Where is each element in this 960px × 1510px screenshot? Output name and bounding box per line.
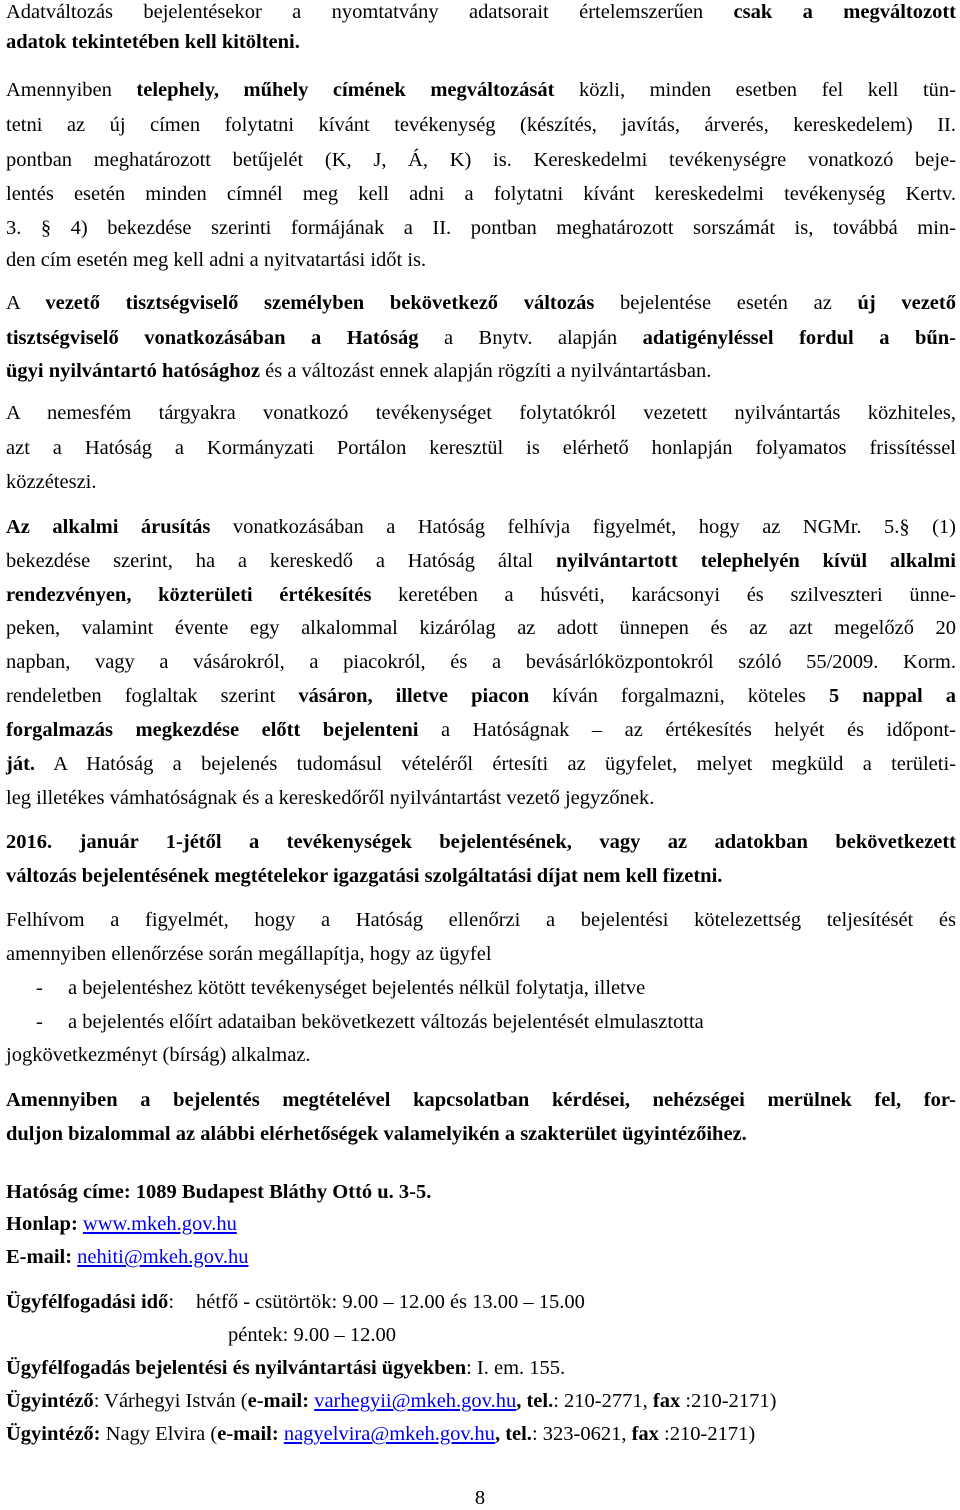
emphasis-run: duljon bizalommal az alábbi elérhetőségek valamelyikén a szakterület ügyintézőihez.	[6, 1123, 747, 1145]
text-run: peken, valamint évente egy alkalommal kizárólag az adott ünnepen és az azt megelőző 20	[6, 617, 956, 639]
case-officer-tel-label: , tel.	[494, 1423, 532, 1445]
emphasis-run: új vezető	[857, 292, 956, 314]
text-line	[6, 752, 956, 776]
text-run: vonatkozásában a Hatóság felhívja figyelmét, hogy az NGMr. 5.	[210, 516, 900, 538]
text-line	[6, 1088, 956, 1112]
text-run: A nemesfém tárgyakra vonatkozó tevékenységet folytatókról vezetett nyilvántartás közhiteles,	[6, 402, 956, 424]
list-marker: -	[36, 1011, 43, 1033]
website-line	[6, 1212, 956, 1236]
text-line	[6, 549, 956, 573]
case-officer-tel: : 323-0621,	[531, 1423, 632, 1445]
text-line	[6, 30, 956, 54]
emphasis-run: Amennyiben a bejelentés megtételével kapcsolatban kérdései, nehézségei merülnek fel, for-	[6, 1089, 956, 1111]
text-run: Kereskedelmi tevékenységre vonatkozó beje-	[511, 149, 956, 171]
text-line	[6, 786, 956, 810]
text-run: amennyiben ellenőrzése során megállapítja, hogy az ügyfel	[6, 943, 492, 965]
text-line	[6, 0, 956, 24]
text-line	[6, 248, 956, 272]
office-hours-label: Ügyfélfogadási idő	[6, 1291, 169, 1313]
case-officer-email-link[interactable]: varhegyii@mkeh.gov.hu	[314, 1390, 517, 1412]
case-officer-name: : Várhegyi István (	[93, 1390, 248, 1412]
case-officer-email-label: e-mail:	[217, 1423, 284, 1445]
text-run: napban, vagy a vásárokról, a piacokról, és a bevásárlóközpontokról szóló 55/2009. Korm.	[6, 651, 956, 673]
text-run: rendeletben foglaltak szerint	[6, 685, 299, 707]
text-run: Amennyiben	[6, 79, 137, 101]
text-line	[6, 684, 956, 708]
emphasis-run: csak a megváltozott	[733, 1, 956, 23]
registry-hours-line	[6, 1356, 956, 1380]
list-marker: -	[36, 977, 43, 999]
text-run: § (1)	[899, 516, 957, 538]
text-line	[6, 942, 956, 966]
text-run: jogkövetkezményt (bírság) alkalmaz.	[6, 1044, 311, 1066]
text-run: 3.	[6, 217, 41, 239]
list-item-text: a bejelentéshez kötött tevékenységet bejelentés nélkül folytatja, illetve	[68, 977, 646, 999]
text-line	[6, 359, 956, 383]
case-officer-name: Nagy Elvira (	[100, 1423, 218, 1445]
case-officer-tel: : 210-2771,	[553, 1390, 653, 1412]
address-text: Hatóság címe: 1089 Budapest Bláthy Ottó u. 3-5.	[6, 1181, 432, 1203]
emphasis-run: ját.	[6, 753, 36, 775]
case-officer-label: Ügyintéző	[6, 1390, 94, 1412]
text-line	[6, 470, 956, 494]
text-line	[6, 864, 956, 888]
case-officer-email-label: e-mail:	[247, 1390, 315, 1412]
text-line	[6, 583, 956, 607]
registry-room: : I. em. 155.	[466, 1357, 566, 1379]
text-run: a Bnytv. alapján	[418, 327, 643, 349]
text-line	[6, 1122, 956, 1146]
emphasis-run: adatok tekintetében kell kitölteni.	[6, 31, 300, 53]
text-line	[6, 401, 956, 425]
text-run: § 4) bekezdése szerinti formájának a II.	[40, 217, 452, 239]
text-line	[6, 182, 956, 206]
text-run: keretében a húsvéti, karácsonyi és szilveszteri ünne-	[371, 584, 956, 606]
list-item-text: a bejelentés előírt adataiban bekövetkezett változás bejelentését elmulasztotta	[68, 1011, 704, 1033]
emphasis-run: változás bejelentésének megtételekor igazgatási szolgáltatási díjat nem kell fizetni.	[6, 865, 723, 887]
text-run: Adatváltozás bejelentésekor a nyomtatvány adatsorait értelemszerűen	[6, 1, 734, 23]
office-hours-weekdays: hétfő - csütörtök: 9.00 – 12.00 és 13.00 – 15.00	[196, 1291, 585, 1313]
emphasis-run: Az alkalmi árusítás	[6, 516, 211, 538]
case-officer-line	[6, 1422, 956, 1446]
text-run: pontban meghatározott sorszámát is, továbbá min-	[451, 217, 957, 239]
case-officer-email-link[interactable]: nagyelvira@mkeh.gov.hu	[283, 1423, 495, 1445]
text-line	[6, 436, 956, 460]
text-line	[6, 326, 956, 350]
text-run: és a változást ennek alapján rögzíti a nyilvántartásban.	[260, 360, 712, 382]
email-line	[6, 1245, 956, 1269]
text-run: A	[6, 292, 46, 314]
text-run: bejelentése esetén az	[594, 292, 858, 314]
text-line	[6, 216, 956, 240]
text-line	[6, 148, 956, 172]
text-run: bekezdése szerint, ha a kereskedő a Hatóság által	[6, 550, 556, 572]
text-run: közzéteszi.	[6, 471, 97, 493]
text-run: leg illetékes vámhatóságnak és a kereskedőről nyilvántartást vezető jegyzőnek.	[6, 787, 655, 809]
case-officer-fax-label: fax	[631, 1423, 659, 1445]
case-officer-fax: :210-2171)	[680, 1390, 777, 1412]
text-line	[6, 830, 956, 854]
text-run: közli, minden esetben fel kell tün-	[554, 79, 956, 101]
emphasis-run: nyilvántartott telephelyén kívül alkalmi	[555, 550, 956, 572]
case-officer-fax-label: fax	[652, 1390, 681, 1412]
emphasis-run: 5 nappal a	[828, 685, 956, 707]
registry-hours-label: Ügyfélfogadás bejelentési és nyilvántartási ügyekben	[6, 1357, 467, 1379]
text-line	[6, 291, 956, 315]
emphasis-run: ügyi nyilvántartó hatósághoz	[6, 360, 260, 382]
website-link[interactable]: www.mkeh.gov.hu	[82, 1213, 237, 1235]
text-run: lentés esetén minden címnél meg kell adni a folytatni kívánt kereskedelmi tevékenység Kertv.	[6, 183, 956, 205]
emphasis-run: vásáron, illetve piacon	[298, 685, 530, 707]
email-label: E-mail:	[6, 1246, 78, 1268]
text-run: kíván forgalmazni, köteles	[529, 685, 829, 707]
office-hours-friday: péntek: 9.00 – 12.00	[228, 1324, 396, 1346]
page-number: 8	[474, 1487, 486, 1509]
emphasis-run: telephely, műhely címének megváltozását	[136, 79, 555, 101]
office-hours-colon: :	[168, 1291, 175, 1313]
website-label: Honlap:	[6, 1213, 83, 1235]
text-run: azt a Hatóság a Kormányzati Portálon keresztül is elérhető honlapján folyamatos frissítéssel	[6, 437, 956, 459]
emphasis-run: rendezvényen, közterületi értékesítés	[6, 584, 372, 606]
list-item	[6, 1010, 956, 1034]
text-line	[6, 78, 956, 102]
text-line	[6, 718, 956, 742]
list-item	[6, 976, 956, 1000]
text-line	[6, 113, 956, 137]
text-line	[6, 616, 956, 640]
text-run: A Hatóság a bejelenés tudomásul vételéről értesíti az ügyfelet, melyet megküld a területi-	[35, 753, 956, 775]
emphasis-run: 2016. január 1-jétől a tevékenységek bejelentésének, vagy az adatokban bekövetkezett	[6, 831, 956, 853]
text-line	[6, 1043, 956, 1067]
emphasis-run: vezető tisztségviselő személyben bekövetkező változás	[45, 292, 595, 314]
text-run: den cím esetén meg kell adni a nyitvatartási időt is.	[6, 249, 427, 271]
case-officer-tel-label: , tel.	[516, 1390, 554, 1412]
office-hours-line	[6, 1323, 956, 1347]
emphasis-run: forgalmazás megkezdése előtt bejelenteni	[6, 719, 419, 741]
text-run: pontban meghatározott betűjelét (K, J, Á, K) is.	[6, 149, 512, 171]
authority-address	[6, 1180, 956, 1204]
case-officer-label: Ügyintéző:	[6, 1423, 101, 1445]
text-run: Felhívom a figyelmét, hogy a Hatóság ellenőrzi a bejelentési kötelezettség teljesítését és	[6, 909, 956, 931]
case-officer-fax: :210-2171)	[658, 1423, 756, 1445]
case-officer-line	[6, 1389, 956, 1413]
text-run: a Hatóságnak – az értékesítés helyét és időpont-	[418, 719, 956, 741]
office-hours-line	[6, 1290, 956, 1314]
emphasis-run: tisztségviselő vonatkozásában a Hatóság	[6, 327, 419, 349]
text-run: tetni az új címen folytatni kívánt tevékenység (készítés, javítás, árverés, kereskedelem) II.	[6, 114, 956, 136]
emphasis-run: adatigényléssel fordul a bűn-	[642, 327, 956, 349]
text-line	[6, 908, 956, 932]
text-line	[6, 650, 956, 674]
email-link[interactable]: nehiti@mkeh.gov.hu	[77, 1246, 249, 1268]
text-line	[6, 515, 956, 539]
